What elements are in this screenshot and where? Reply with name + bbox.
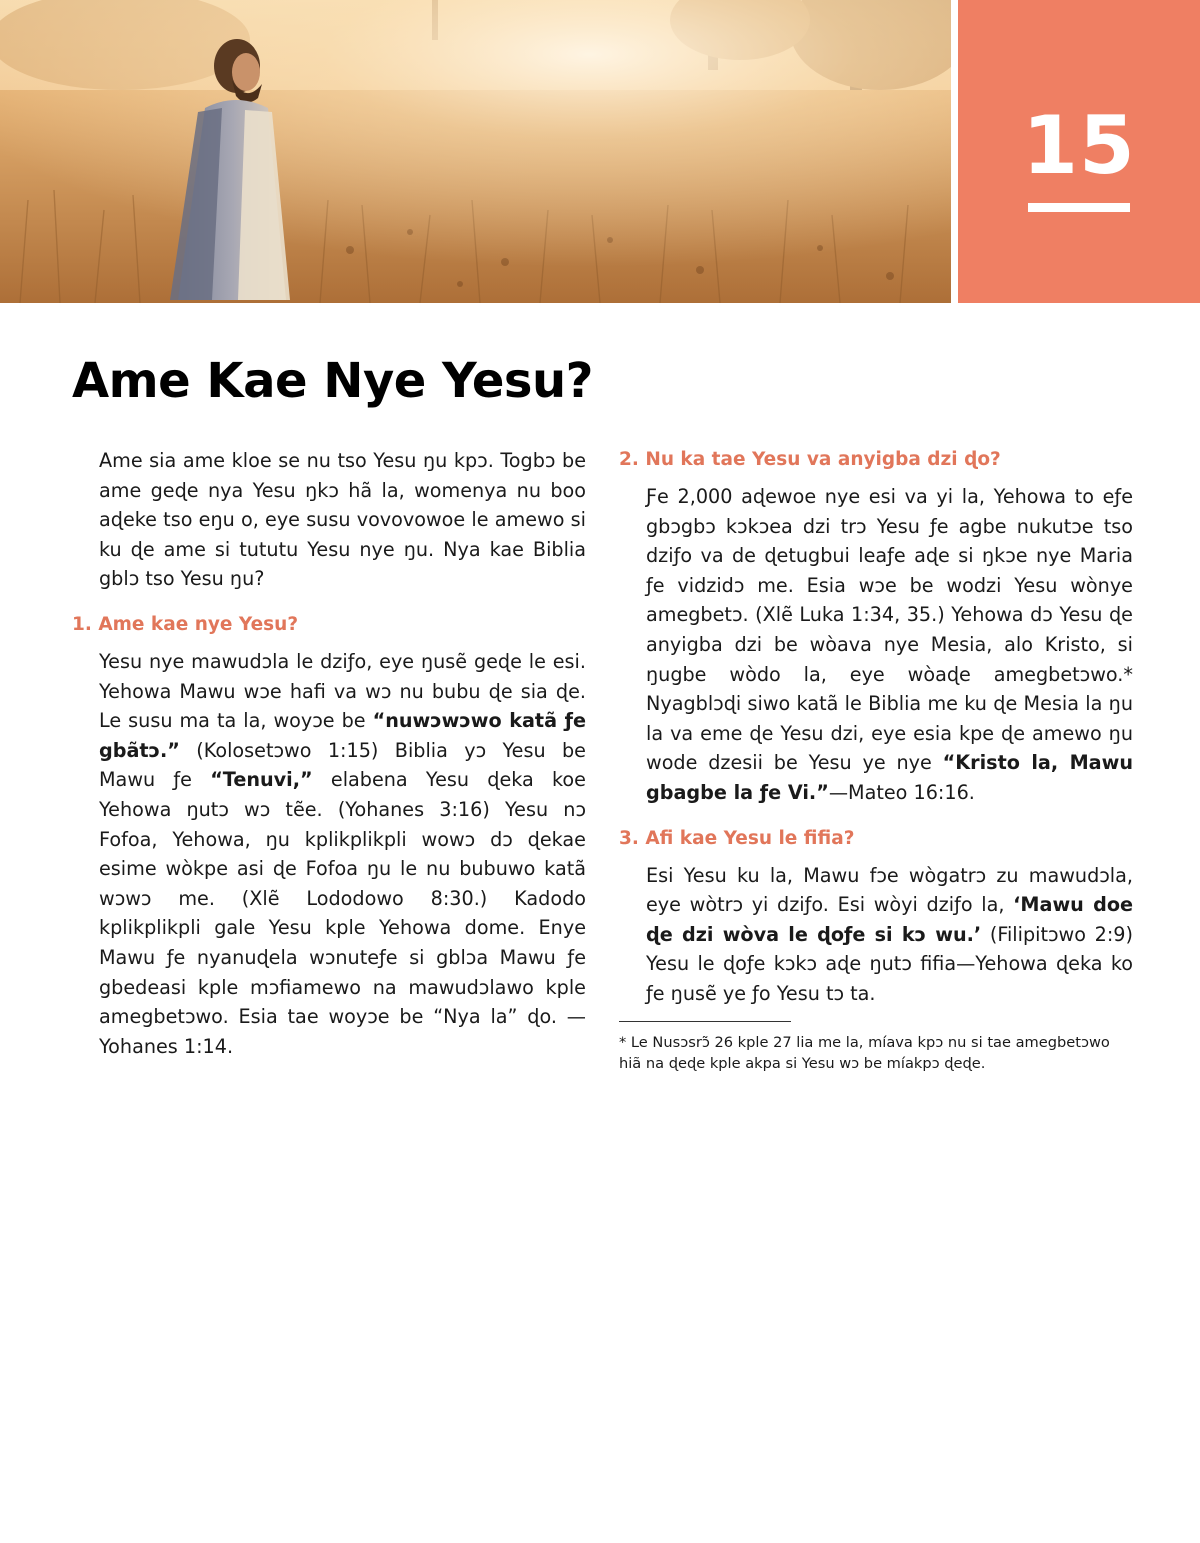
chapter-number: 15 <box>1022 99 1136 192</box>
right-column <box>619 446 1133 1074</box>
quote-christ: “Kristo la, Mawu gbagbe la ƒe Vi.” <box>646 751 1133 804</box>
question-3-heading: 3. Afi kae Yesu le fifia? <box>619 827 855 849</box>
header-photo <box>0 0 951 303</box>
quote-firstborn: “nuwɔwɔwo katã ƒe gbãtɔ.” <box>99 709 587 762</box>
question-2-heading: 2. Nu ka tae Yesu va anyigba dzi ɖo? <box>619 449 1001 470</box>
chapter-underline <box>1028 203 1130 212</box>
footnote: * Le Nusɔsrɔ̃ 26 kple 27 lia me la, míava kpɔ nu si tae amegbetɔwo hiã na ɖeɖe kple akpa si Yesu wɔ be míakpɔ ɖeɖe. <box>619 1033 1110 1072</box>
footnote-divider <box>619 1021 791 1022</box>
question-2-paragraph: Ƒe 2,000 aɖewoe nye esi va yi la, Yehowa to eƒe gbɔgbɔ kɔkɔea dzi trɔ Yesu ƒe agbe nukutɔe tso dziƒo va de ɖetugbui leaƒe aɖe si ŋkɔe nye Maria ƒe vidzidɔ me. Esia wɔe be wodzi Yesu wònye amegbetɔ. (Xlẽ Luka 1:34, 35.) Yehowa dɔ Yesu ɖe anyigba dzi be wòava nye Mesia, alo Kristo, si ŋugbe wòdo la, eye wòaɖe amegbetɔwo.* Nyagblɔɖi siwo katã le Biblia me ku ɖe Mesia la ŋu la va eme ɖe Yesu dzi, eye esia kpe ɖe amewo ŋu wode dzesii be Yesu ye nye “Kristo la, Mawu gbagbe la ƒe Vi.”—Mateo 16:16. <box>646 485 1133 804</box>
question-1-heading: 1. Ame kae nye Yesu? <box>72 613 299 635</box>
quote-superior-position: ‘Mawu doe ɖe dzi wòva le ɖoƒe si kɔ wu.’ <box>646 893 1134 946</box>
quote-only-begotten: “Tenuvi,” <box>210 768 313 792</box>
page-title: Ame Kae Nye Yesu? <box>72 353 593 409</box>
question-1-paragraph: Yesu nye mawudɔla le dziƒo, eye ŋusẽ geɖe le esi. Yehowa Mawu wɔe hafi va wɔ nu bubu ɖe sia ɖe. Le susu ma ta la, woyɔe be “nuwɔwɔwo katã ƒe gbãtɔ.” (Kolosetɔwo 1:15) Biblia yɔ Yesu be Mawu ƒe “Tenuvi,” elabena Yesu ɖeka koe Yehowa ŋutɔ wɔ tẽe. (Yohanes 3:16) Yesu nɔ Fofoa, Yehowa, ŋu kplikplikpli wowɔ dɔ ɖekae esime wòkpe asi ɖe Fofoa ŋu le nu bubuwo katã wɔwɔ me. (Xlẽ Lododowo 8:30.) Kadodo kplikplikpli gale Yesu kple Yehowa dome. Enye Mawu ƒe nyanuɖela wɔnuteƒe si gblɔa Mawu ƒe gbedeasi kple mɔfiamewo na mawudɔlawo kple amegbetɔwo. Esia tae woyɔe be “Nya la” ɖo. —Yohanes 1:14. <box>99 649 587 1058</box>
intro-paragraph: Ame sia ame kloe se nu tso Yesu ŋu kpɔ. Togbɔ be ame geɖe nya Yesu ŋkɔ hã la, womenya nu boo aɖeke tso eŋu o, eye susu vovovowoe le amewo si ku ɖe ame si tututu Yesu nye ŋu. Nya kae Biblia gblɔ tso Yesu ŋu? <box>99 449 586 591</box>
chapter-badge <box>958 0 1200 303</box>
question-3-paragraph: Esi Yesu ku la, Mawu fɔe wògatrɔ zu mawudɔla, eye wòtrɔ yi dziƒo. Esi wòyi dziƒo la, ‘Mawu doe ɖe dzi wòva le ɖoƒe si kɔ wu.’ (Filipitɔwo 2:9) Yesu le ɖoƒe kɔkɔ aɖe ŋutɔ fifia—Yehowa ɖeka ko ƒe ŋusẽ ye ƒo Yesu tɔ ta. <box>646 863 1134 1005</box>
left-column <box>72 446 586 1061</box>
